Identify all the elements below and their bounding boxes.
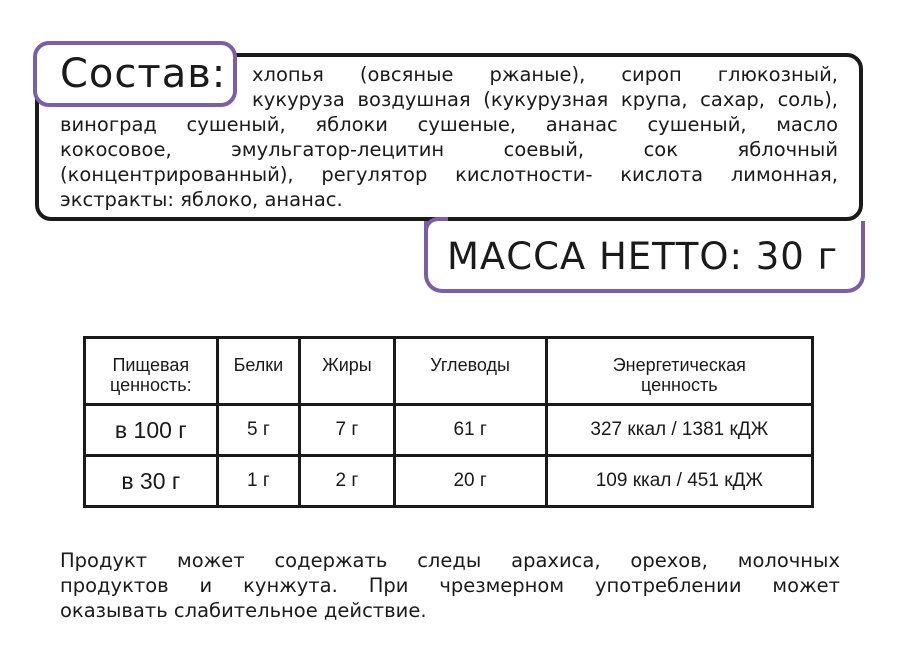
composition-text <box>60 62 838 212</box>
table-header-row <box>85 338 813 405</box>
fat-cell: 7 г <box>300 405 394 456</box>
warning-line: Продукт может содержать следы арахиса, орехов, молочных <box>60 549 840 572</box>
ingredient-line: хлопья (овсяные ржаные), сироп глюкозный, <box>252 63 838 86</box>
row-label: в 30 г <box>85 456 218 507</box>
warning-line: оказывать слабительное действие. <box>60 599 427 622</box>
carbs-cell: 20 г <box>394 456 546 507</box>
composition-title: Состав: <box>60 51 227 97</box>
ingredient-line: экстракты: яблоко, ананас. <box>60 188 343 211</box>
header-protein: Белки <box>217 338 300 405</box>
net-weight: МАССА НЕТТО: 30 г <box>447 235 839 278</box>
protein-cell: 5 г <box>217 405 300 456</box>
ingredient-line: кокосовое, эмульгатор-лецитин соевый, сок яблочный <box>60 138 838 161</box>
protein-cell: 1 г <box>217 456 300 507</box>
ingredient-line: (концентрированный), регулятор кислотности- кислота лимонная, <box>60 163 838 186</box>
carbs-cell: 61 г <box>394 405 546 456</box>
table-row <box>85 456 813 507</box>
warning-line: продуктов и кунжута. При чрезмерном употреблении может <box>60 574 840 597</box>
header-fat: Жиры <box>300 338 394 405</box>
header-nutrition-value: Пищевая ценность: <box>85 338 218 405</box>
header-energy: Энергетическая ценность <box>546 338 812 405</box>
ingredient-line: кукуруза воздушная (кукурузная крупа, сахар, соль), <box>252 88 838 111</box>
fat-cell: 2 г <box>300 456 394 507</box>
energy-cell: 109 ккал / 451 кДЖ <box>546 456 812 507</box>
nutrition-table <box>83 336 814 508</box>
energy-cell: 327 ккал / 1381 кДЖ <box>546 405 812 456</box>
header-carbs: Углеводы <box>394 338 546 405</box>
row-label: в 100 г <box>85 405 218 456</box>
ingredient-line: виноград сушеный, яблоки сушеные, ананас сушеный, масло <box>60 113 838 136</box>
table-row <box>85 405 813 456</box>
allergen-warning <box>60 548 840 623</box>
